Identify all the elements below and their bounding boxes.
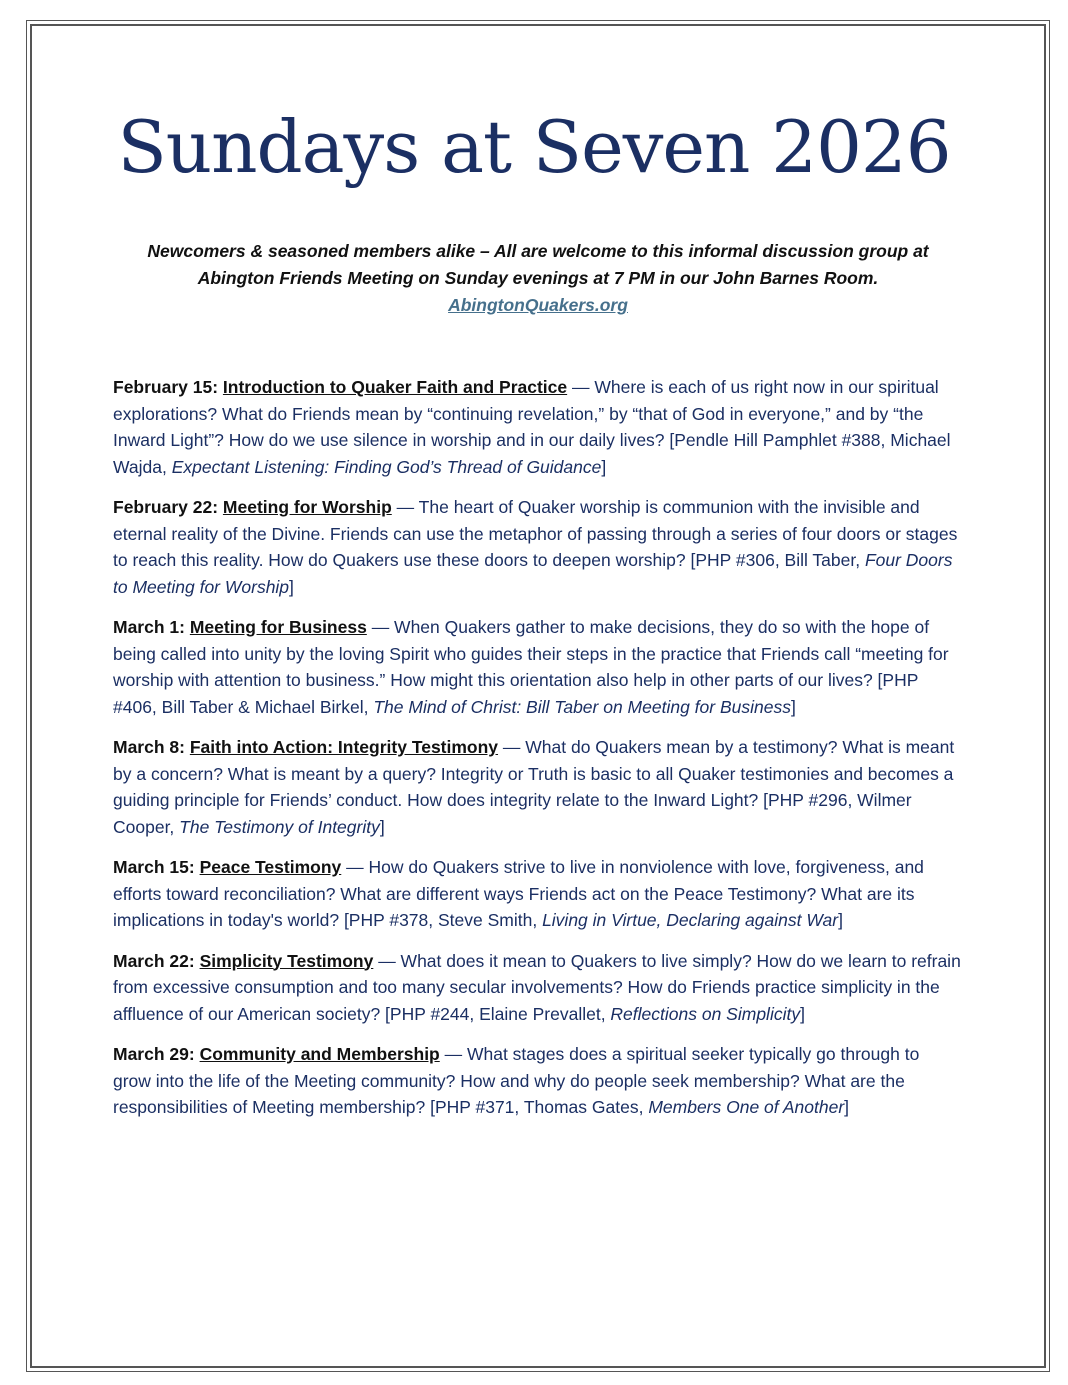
session-end: ] [379,816,385,837]
session-date: February 22: [113,497,219,517]
session-end: ] [844,1097,850,1117]
session-end: ] [838,910,843,930]
session-book-title: Expectant Listening: Finding God’s Thread of Guidance [171,456,602,477]
session-description: — How do Quakers strive to live in nonviolence with love, forgiveness, and efforts toward reconciliation? What are different ways Friends act on the Peace Testimony? What are its implications in today's world? [PHP #378, Steve Smith, [113,857,924,930]
session-date: March 15: [113,857,195,877]
session-end: ] [790,696,796,717]
session-description: — The heart of Quaker worship is communion with the invisible and eternal reality of the Divine. Friends can use the metaphor of passing through a series of four doors or stages to reach this reality. How do Quakers use these doors to deepen worship? [PHP #306, Bill Taber, [113,497,958,570]
session-topic: Meeting for Business [189,617,367,637]
session-description: — What does it mean to Quakers to live simply? How do we learn to refrain from excessive consumption and too many secular involvements? How do Friends practice simplicity in the affluence of our American society? [PHP #244, Elaine Prevallet, [113,950,961,1024]
session-end: ] [800,1003,805,1024]
session-description: — Where is each of us right now in our spiritual explorations? What do Friends mean by “continuing revelation,” by “that of God in everyone,” and by “the Inward Light”? How do we use silence in worship and in our daily lives? [Pendle Hill Pamphlet #388, Michael Wajda, [113,377,951,477]
session-list [113,374,961,1135]
session-date: March 22: [113,950,195,971]
session-topic: Peace Testimony [199,857,342,877]
session-item [113,494,961,600]
session-date: March 29: [113,1044,195,1064]
session-item [113,854,961,934]
session-description: — What stages does a spiritual seeker typically go through to grow into the life of the Meeting community? How and why do people seek membership? What are the responsibilities of Meeting membership? [PHP #371, Thomas Gates, [113,1044,920,1117]
session-topic: Simplicity Testimony [199,950,374,971]
session-book-title: Living in Virtue, Declaring against War [542,910,839,930]
session-description: — What do Quakers mean by a testimony? What is meant by a concern? What is meant by a query? Integrity or Truth is basic to all Quaker testimonies and becomes a guiding principle for Friends’ conduct. How does integrity relate to the Inward Light? [PHP #296, Wilmer Cooper, [113,737,955,837]
intro-line-1: Newcomers & seasoned members alike – All are welcome to this informal discussion group at [147,241,929,261]
session-topic: Meeting for Worship [222,497,392,517]
session-date: February 15: [113,377,219,397]
session-item [113,374,961,480]
session-book-title: Members One of Another [648,1097,845,1117]
session-item [113,734,961,840]
session-topic: Faith into Action: Integrity Testimony [189,737,499,757]
session-book-title: The Mind of Christ: Bill Taber on Meeting for Business [373,696,791,717]
session-book-title: The Testimony of Integrity [179,816,380,837]
session-description: — When Quakers gather to make decisions, they do so with the hope of being called into unity by the loving Spirit who guides their steps in the practice that Friends call “meeting for worship with attention to business.” How might this orientation also help in other parts of our lives? [PHP #406, Bill Taber & Michael Birkel, [113,617,949,717]
intro-text [100,238,976,319]
session-date: March 1: [113,617,185,637]
session-date: March 8: [113,737,185,757]
session-item [113,614,961,720]
session-topic: Introduction to Quaker Faith and Practice [222,377,568,397]
intro-line-2: Abington Friends Meeting on Sunday evenings at 7 PM in our John Barnes Room. [197,268,879,288]
session-item [113,1041,961,1121]
session-book-title: Four Doors to Meeting for Worship [113,550,953,597]
session-topic: Community and Membership [199,1044,440,1064]
session-book-title: Reflections on Simplicity [610,1003,801,1024]
page-title: Sundays at Seven 2026 [117,105,951,189]
session-end: ] [601,456,607,477]
session-item [113,948,961,1028]
session-end: ] [289,576,294,597]
website-link[interactable]: AbingtonQuakers.org [448,295,628,315]
